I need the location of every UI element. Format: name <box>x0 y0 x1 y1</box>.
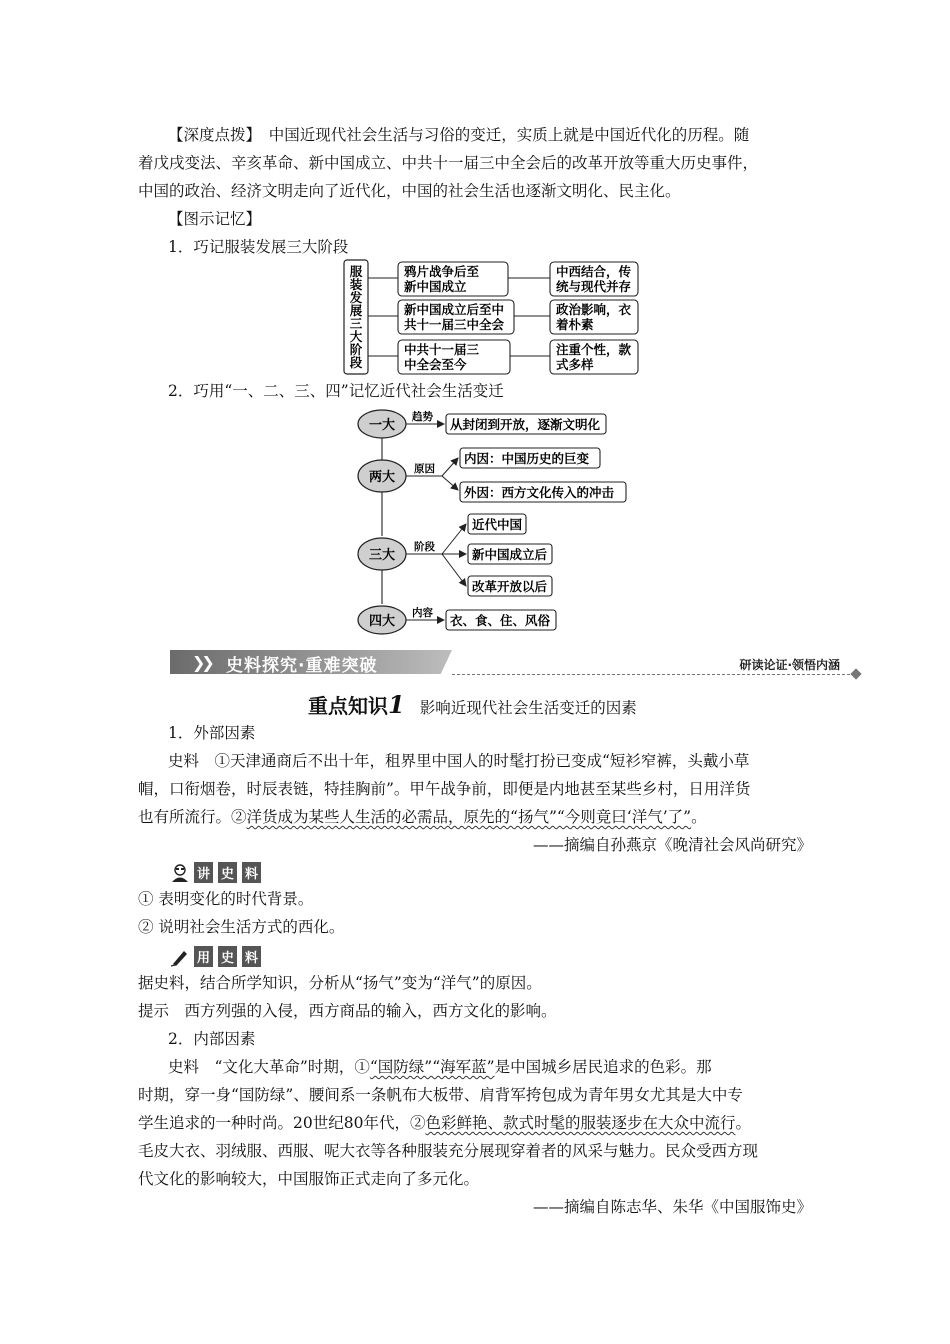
cause-external: 外因：西方文化传入的冲击 <box>464 485 615 500</box>
stage-2-period-l1: 新中国成立后至中 <box>404 302 505 317</box>
node-3-label: 三大 <box>368 548 396 563</box>
internal-source-line-3 <box>138 1112 751 1134</box>
social-change-diagram <box>350 406 640 638</box>
external-source-line-3 <box>138 806 707 828</box>
explain-1: ① 表明变化的时代背景。 <box>138 890 314 908</box>
stage-3-feature-l2: 式多样 <box>556 357 594 372</box>
trend-item: 从封闭到开放，逐渐文明化 <box>450 417 601 432</box>
double-chevron-icon: ❯❯ <box>192 653 211 672</box>
external-s3-c: 。 <box>691 808 707 826</box>
root-char-4: 展 <box>349 303 363 318</box>
use-source-tag: 用 史 料 <box>170 946 262 967</box>
external-s3-a: 也有所流行。② <box>138 808 247 826</box>
section-banner <box>170 650 860 676</box>
memory-heading: 【图示记忆】 <box>168 210 262 228</box>
root-char-2: 装 <box>349 277 363 292</box>
cause-internal: 内因：中国历史的巨变 <box>464 451 590 466</box>
node-1-label: 一大 <box>368 418 396 433</box>
relation-cause: 原因 <box>414 463 435 475</box>
clothing-stages-diagram <box>340 258 650 378</box>
stage-2-feature-l2: 着朴素 <box>556 317 594 332</box>
node-4-label: 四大 <box>368 614 396 629</box>
stage-1-feature-l1: 中西结合，传 <box>556 264 632 279</box>
banner-title: 史料探究·重难突破 <box>226 656 378 676</box>
banner-right-text: 研读论证·领悟内涵 <box>739 658 840 672</box>
key-point-label: 重点知识 <box>308 694 388 718</box>
internal-s3-c: 。 <box>735 1114 751 1132</box>
internal-heading: 2．内部因素 <box>168 1030 256 1048</box>
question: 据史料，结合所学知识，分析从“扬气”变为“洋气”的原因。 <box>138 974 542 992</box>
root-char-7: 阶 <box>349 342 363 357</box>
intro-line-1: 【深度点拨】 中国近现代社会生活与习俗的变迁，实质上就是中国近代化的历程。随 <box>168 126 750 144</box>
root-char-3: 发 <box>349 290 363 305</box>
external-heading: 1．外部因素 <box>168 724 256 742</box>
key-point-heading <box>308 690 637 719</box>
relation-content: 内容 <box>412 607 433 619</box>
internal-citation: ——摘编自陈志华、朱华《中国服饰史》 <box>532 1198 812 1216</box>
stage-3-period-l2: 中全会至今 <box>404 357 467 372</box>
intro-line-3: 中国的政治、经济文明走向了近代化，中国的社会生活也逐渐文明化、民主化。 <box>138 182 681 200</box>
internal-source-line-4: 毛皮大衣、羽绒服、西服、呢大衣等各种服装充分展现穿着者的风采与魅力。民众受西方现 <box>138 1142 759 1160</box>
internal-source-line-2: 时期，穿一身“国防绿”、腰间系一条帆布大板带、肩背军挎包成为青年男女尤其是大中专 <box>138 1086 743 1104</box>
diagram1-heading: 1．巧记服装发展三大阶段 <box>168 238 349 256</box>
stage-1-feature-l2: 统与现代并存 <box>556 279 632 294</box>
diamond-icon <box>850 668 861 679</box>
root-char-8: 段 <box>349 355 363 370</box>
pen-icon <box>170 947 190 967</box>
stage-2-period-l2: 共十一届三中全会 <box>404 317 505 332</box>
internal-source-line-1 <box>168 1056 712 1078</box>
node-2-label: 两大 <box>368 470 396 485</box>
diagram2-heading: 2．巧用“一、二、三、四”记忆近代社会生活变迁 <box>168 382 504 400</box>
external-source-line-1: 史料 ①天津通商后不出十年，租界里中国人的时髦打扮已变成“短衫窄裤，头戴小草 <box>168 752 750 770</box>
explain-2: ② 说明社会生活方式的西化。 <box>138 918 345 936</box>
content-item: 衣、食、住、风俗 <box>450 613 551 628</box>
key-point-subtitle: 影响近现代社会生活变迁的因素 <box>419 699 637 717</box>
root-char-6: 大 <box>349 329 363 344</box>
stage-reform: 改革开放以后 <box>472 579 548 594</box>
stage-3-period-l1: 中共十一届三 <box>404 342 480 357</box>
root-char-1: 服 <box>349 264 363 279</box>
stage-prc: 新中国成立后 <box>472 547 548 562</box>
banner-rule <box>452 674 850 675</box>
internal-s1-a: 史料 “文化大革命”时期，① <box>168 1058 370 1076</box>
external-source-line-2: 帽，口衔烟卷，时辰表链，特挂胸前”。甲午战争前，即便是内地甚至某些乡村，日用洋货 <box>138 780 751 798</box>
explain-source-tag: 讲 史 料 <box>170 862 262 883</box>
internal-s3-a: 学生追求的一种时尚。20世纪80年代，② <box>138 1114 426 1132</box>
internal-s3-underlined: 色彩鲜艳、款式时髦的服装逐步在大众中流行 <box>425 1114 736 1132</box>
relation-stage: 阶段 <box>414 541 435 553</box>
stage-1-period-l2: 新中国成立 <box>404 279 467 294</box>
internal-source-line-5: 代文化的影响较大，中国服饰正式走向了多元化。 <box>138 1170 480 1188</box>
stage-modern: 近代中国 <box>472 517 523 532</box>
root-char-5: 三 <box>349 316 363 331</box>
stage-3-feature-l1: 注重个性，款 <box>556 342 632 357</box>
external-citation: ——摘编自孙燕京《晚清社会风尚研究》 <box>532 836 812 854</box>
intro-line-2: 着戊戌变法、辛亥革命、新中国成立、中共十一届三中全会后的改革开放等重大历史事件， <box>138 154 759 172</box>
internal-s1-c: 是中国城乡居民追求的色彩。那 <box>494 1058 712 1076</box>
key-point-number: 1 <box>388 690 405 719</box>
external-s3-underlined: 洋货成为某些人生活的必需品，原先的“扬气”“今则竟曰‘洋气’了” <box>246 808 692 826</box>
hint: 提示 西方列强的入侵，西方商品的输入，西方文化的影响。 <box>138 1002 557 1020</box>
internal-s1-underlined: “国防绿”“海军蓝” <box>369 1058 495 1076</box>
teacher-icon <box>170 863 190 883</box>
stage-2-feature-l1: 政治影响，衣 <box>556 302 632 317</box>
relation-trend: 趋势 <box>412 411 433 423</box>
stage-1-period-l1: 鸦片战争后至 <box>404 264 480 279</box>
